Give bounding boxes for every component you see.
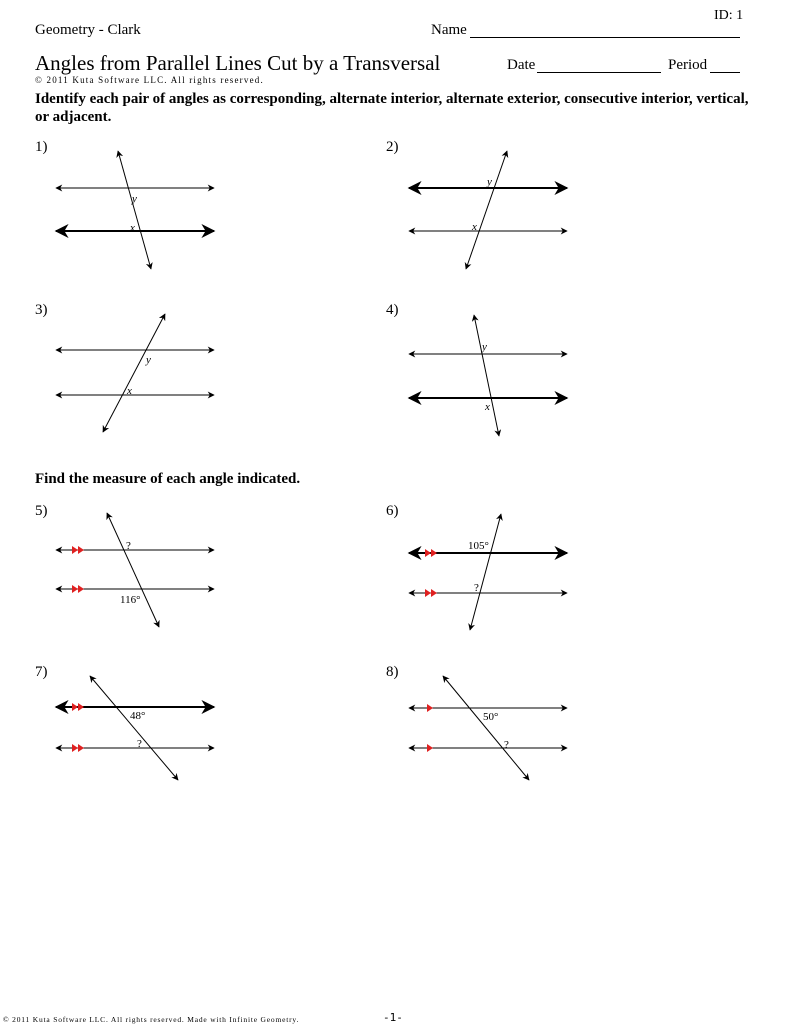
transversal — [474, 315, 499, 436]
date-blank[interactable] — [537, 72, 661, 73]
worksheet-title: Angles from Parallel Lines Cut by a Transversal — [35, 51, 441, 75]
figure-6 — [403, 508, 573, 638]
parallel-mark-bottom — [72, 585, 84, 593]
figure-4 — [403, 310, 573, 440]
angle-label-y: y — [482, 341, 487, 353]
angle-label-y: y — [146, 354, 151, 366]
angle-label-given: 48° — [130, 710, 146, 722]
figure-3 — [50, 310, 220, 440]
problem-number: 6) — [386, 503, 399, 519]
angle-label-y: y — [487, 176, 492, 188]
transversal — [90, 676, 178, 780]
angle-label-given: 50° — [483, 711, 499, 723]
course-name: Geometry - Clark — [35, 22, 141, 38]
transversal — [107, 513, 159, 627]
angle-label-unknown: ? — [504, 739, 509, 751]
parallel-mark-bottom — [72, 744, 84, 752]
period-blank[interactable] — [710, 72, 740, 73]
figure-2 — [403, 145, 573, 275]
angle-label-unknown: ? — [137, 738, 142, 750]
angle-label-given: 116° — [120, 594, 141, 606]
problem-number: 1) — [35, 139, 48, 155]
problem-number: 8) — [386, 664, 399, 680]
problem-number: 7) — [35, 664, 48, 680]
angle-label-x: x — [472, 221, 477, 233]
angle-label-x: x — [485, 401, 490, 413]
problem-number: 4) — [386, 302, 399, 318]
transversal — [443, 676, 529, 780]
transversal — [470, 514, 501, 630]
name-label: Name — [431, 22, 467, 38]
page-number: -1- — [383, 1011, 403, 1024]
angle-label-given: 105° — [468, 540, 489, 552]
copyright-notice: © 2011 Kuta Software LLC. All rights reserved. — [35, 75, 264, 85]
date-label: Date — [507, 57, 536, 73]
problem-number: 5) — [35, 503, 48, 519]
footer-copyright: © 2011 Kuta Software LLC. All rights reserved. Made with Infinite Geometry. — [3, 1015, 300, 1024]
parallel-mark-bottom — [427, 744, 433, 752]
angle-label-x: x — [130, 222, 135, 234]
period-label: Period — [668, 57, 708, 73]
section-2-instructions: Find the measure of each angle indicated. — [35, 471, 301, 487]
parallel-mark-bottom — [425, 589, 437, 597]
problem-number: 2) — [386, 139, 399, 155]
angle-label-x: x — [127, 385, 132, 397]
parallel-mark-top — [427, 704, 433, 712]
angle-label-unknown: ? — [474, 582, 479, 594]
transversal — [103, 314, 165, 432]
parallel-mark-top — [72, 546, 84, 554]
problem-number: 3) — [35, 302, 48, 318]
transversal — [118, 151, 151, 269]
figure-5 — [50, 508, 220, 638]
figure-7 — [50, 668, 220, 798]
parallel-mark-top — [425, 549, 437, 557]
parallel-mark-top — [72, 703, 84, 711]
worksheet-id: ID: 1 — [714, 8, 744, 23]
figure-1 — [50, 145, 220, 275]
figure-8 — [403, 668, 573, 798]
angle-label-y: y — [132, 193, 137, 205]
name-blank[interactable] — [470, 37, 740, 38]
transversal — [466, 151, 507, 269]
section-1-instructions: Identify each pair of angles as corresponding, alternate interior, alternate exterior, consecutive interior, vertical, or adjacent. — [35, 91, 749, 125]
angle-label-unknown: ? — [126, 540, 131, 552]
